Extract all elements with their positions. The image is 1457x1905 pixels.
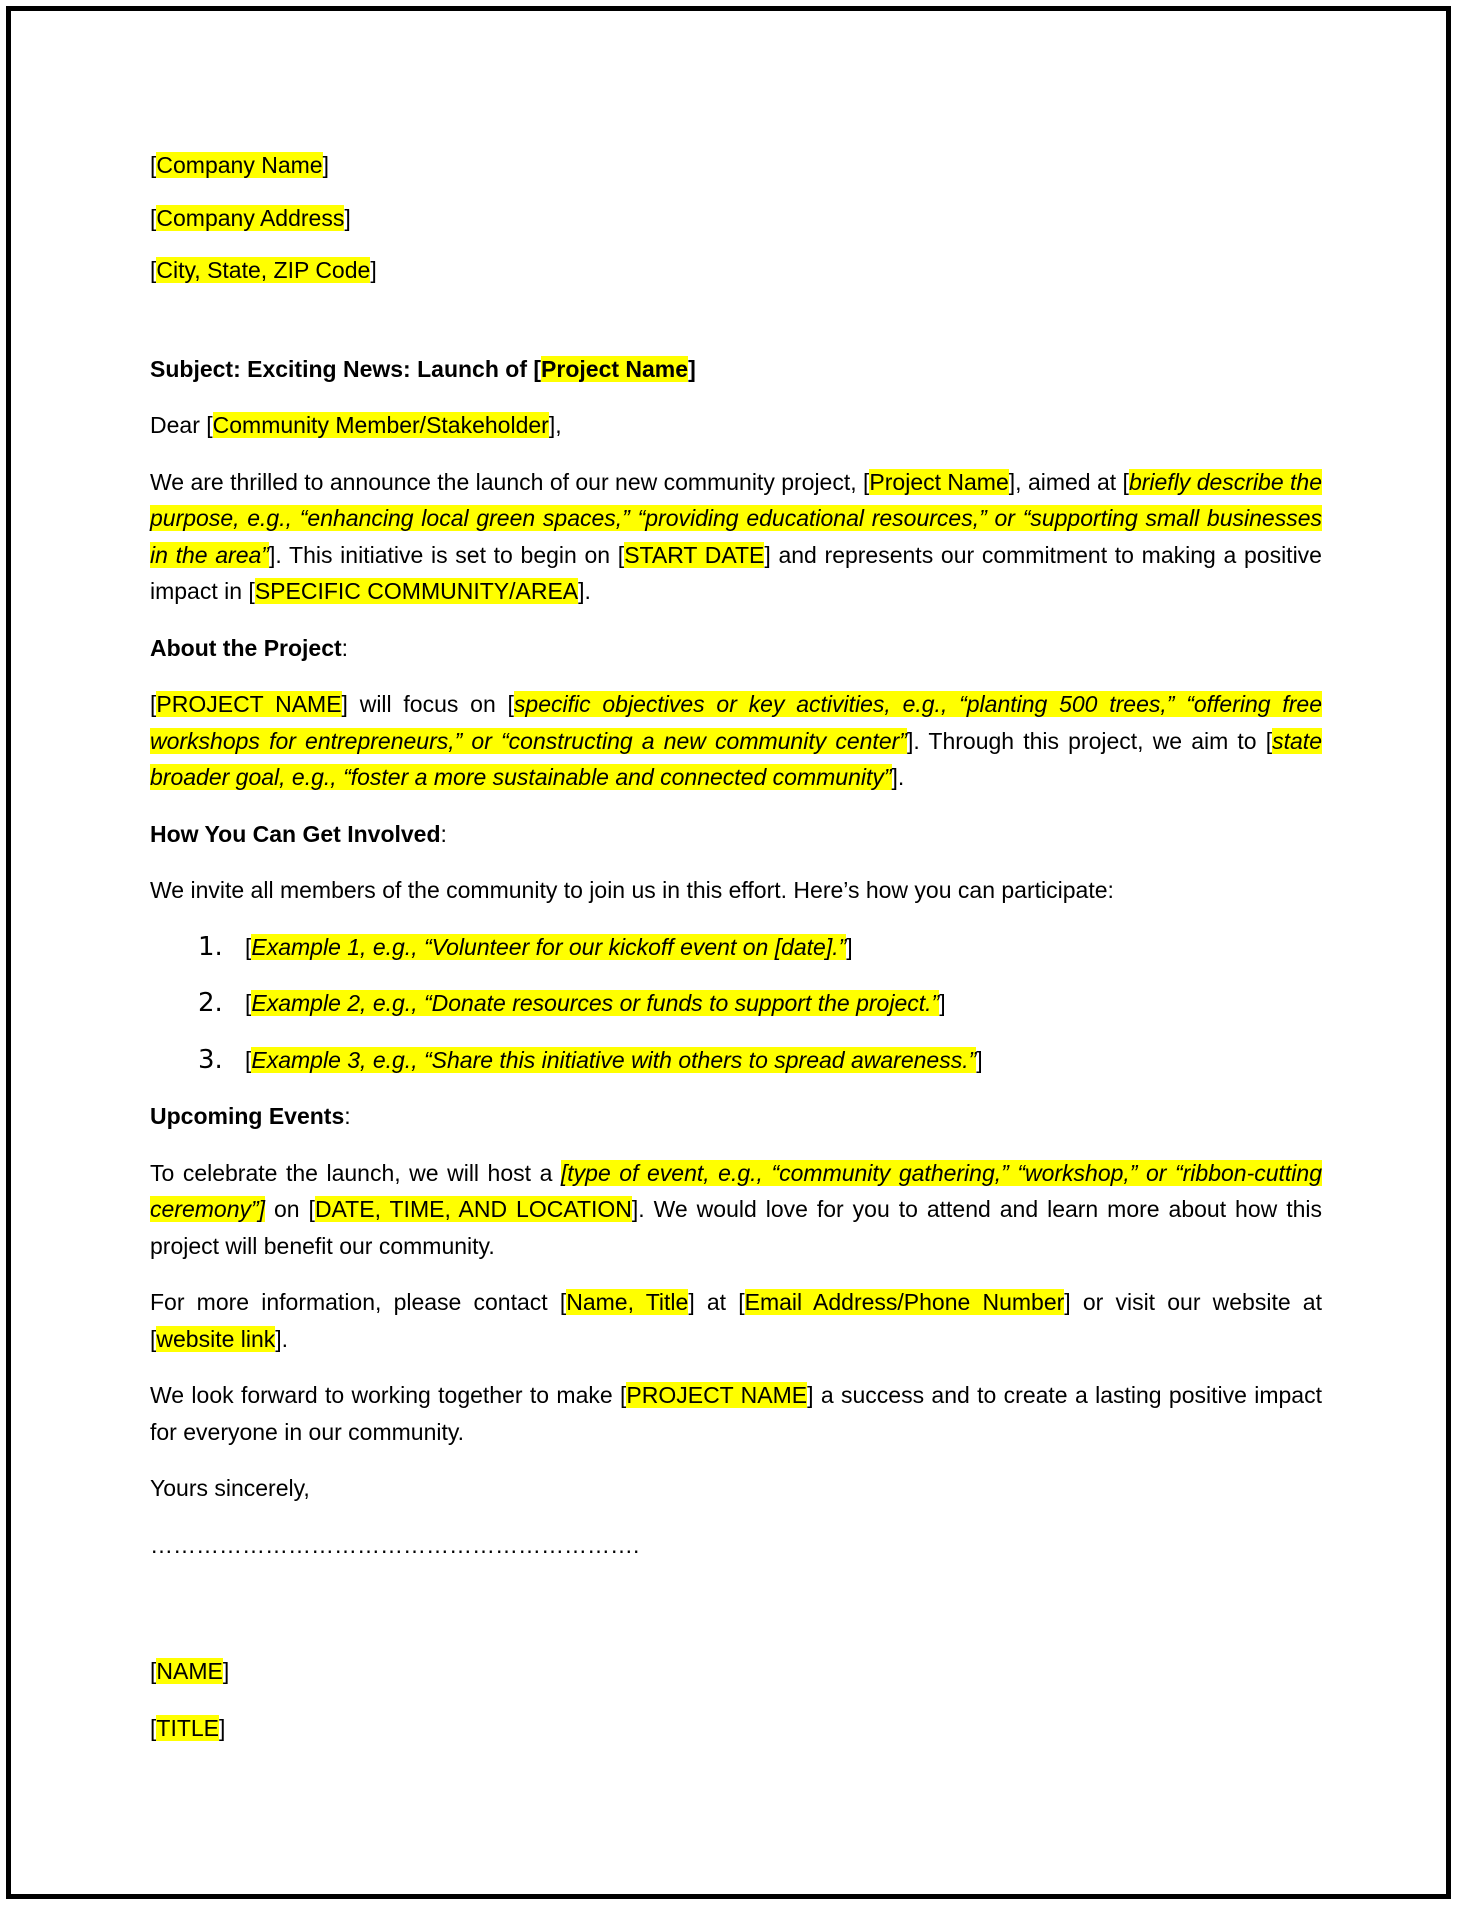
list-number: 2. [198,988,223,1018]
spacer [150,305,1322,351]
about-colon: : [341,634,349,661]
list-item [150,1042,1322,1079]
bracket: [ [245,1046,252,1073]
intro-text: ]. [578,578,591,604]
contact-text: ]. [275,1325,289,1352]
area-placeholder: SPECIFIC COMMUNITY/AREA [254,578,579,604]
about-project-name-placeholder: PROJECT NAME [156,691,342,717]
signer-title-placeholder: TITLE [156,1714,220,1741]
about-text: ] will focus on [ [341,691,514,717]
events-text: To celebrate the launch, we will host a [150,1159,561,1186]
involved-heading: How You Can Get Involved [150,820,441,847]
involved-heading-line [150,816,1322,853]
events-heading: Upcoming Events [150,1103,345,1129]
document-page [6,6,1451,1899]
bracket: ] [939,990,946,1016]
event-type-placeholder: [type of event, e.g., “community gathering,” “workshop,” or “ribbon-cutting ceremony”] [150,1159,1322,1222]
company-name-line: [Company Name] [150,152,329,178]
intro-text: ] and represents our commitment to making a positive impact in [ [150,541,1322,604]
about-heading: About the Project [150,634,342,661]
about-heading-line [150,630,1322,667]
contact-paragraph [150,1284,1322,1357]
signer-title-line: [TITLE] [150,1714,226,1741]
about-paragraph [150,686,1322,796]
list-number: 1. [198,931,223,962]
intro-project-name-placeholder: Project Name [869,468,1009,495]
greeting-suffix: ], [548,412,562,438]
contact-name-title-placeholder: Name, Title [566,1289,689,1315]
closing-paragraph [150,1377,1322,1450]
example-3-placeholder: Example 3, e.g., “Share this initiative with others to spread awareness.” [251,1046,977,1073]
subject-suffix: ] [688,355,696,382]
events-heading-line [150,1098,1322,1135]
website-link-placeholder: website link [156,1325,276,1352]
participation-list [150,929,1322,1079]
events-colon: : [344,1103,351,1129]
city-state-zip-placeholder: City, State, ZIP Code [156,257,371,283]
bracket: [ [245,990,252,1016]
sender-address [150,147,1322,289]
list-item [150,929,1322,966]
contact-text: ] or visit our website at [ [150,1289,1322,1352]
subject-line [150,351,1322,388]
closing-salutation: Yours sincerely, [150,1475,310,1501]
bracket: [ [245,933,252,960]
subject-prefix: Subject: Exciting News: Launch of [ [150,355,542,382]
example-1-placeholder: Example 1, e.g., “Volunteer for our kickoff event on [date].” [251,933,847,960]
contact-text: For more information, please contact [ [150,1289,567,1315]
closing-text: We look forward to working together to make [ [150,1382,627,1408]
bracket: ] [976,1046,983,1073]
letter-body [150,147,1322,1766]
spacer [150,1583,1322,1653]
event-details-placeholder: DATE, TIME, AND LOCATION [314,1196,632,1222]
closing-project-name-placeholder: PROJECT NAME [626,1382,808,1408]
about-text: [ [150,691,157,717]
greeting-prefix: Dear [ [150,412,213,438]
signer-name-line: [NAME] [150,1658,230,1684]
example-2-placeholder: Example 2, e.g., “Donate resources or funds to support the project.” [251,990,940,1016]
purpose-placeholder: briefly describe the purpose, e.g., “enhancing local green spaces,” “providing educational resources,” or “supporting small businesses in the area” [150,468,1323,568]
intro-paragraph [150,464,1322,610]
involved-intro: We invite all members of the community to join us in this effort. Here’s how you can participate: [150,877,1114,903]
involved-colon: : [440,820,447,847]
intro-text: We are thrilled to announce the launch of our new community project, [ [150,468,870,495]
closing-text: ] a success and to create a lasting positive impact for everyone in our community. [150,1382,1322,1445]
signature-line: ………………………………………………………. [150,1531,640,1558]
recipient-placeholder: Community Member/Stakeholder [212,412,549,438]
intro-text: ], aimed at [ [1008,468,1129,495]
company-address-placeholder: Company Address [156,204,345,231]
start-date-placeholder: START DATE [624,541,765,568]
events-text: on [ [265,1196,315,1222]
list-item [150,985,1322,1022]
events-text: ]. We would love for you to attend and learn more about how this project will benefit our community. [150,1196,1322,1259]
bracket: ] [846,933,853,960]
company-name-placeholder: Company Name [156,152,323,178]
signer-name-placeholder: NAME [156,1658,223,1684]
goal-placeholder: state broader goal, e.g., “foster a more sustainable and connected community” [150,727,1322,790]
about-text: ]. Through this project, we aim to [ [906,727,1273,754]
city-state-zip-line: [City, State, ZIP Code] [150,257,377,283]
contact-text: ] at [ [688,1289,745,1315]
subject-project-name-placeholder: Project Name [541,355,689,382]
events-paragraph [150,1155,1322,1265]
intro-text: ]. This initiative is set to begin on [ [268,541,625,568]
contact-email-phone-placeholder: Email Address/Phone Number [744,1289,1065,1315]
about-text: ]. [891,764,905,790]
objectives-placeholder: specific objectives or key activities, e.g., “planting 500 trees,” “offering free workshops for entrepreneurs,” or “constructing a new community center” [150,691,1322,754]
greeting-line [150,407,1322,444]
list-number: 3. [198,1044,223,1075]
company-address-line: [Company Address] [150,204,351,231]
